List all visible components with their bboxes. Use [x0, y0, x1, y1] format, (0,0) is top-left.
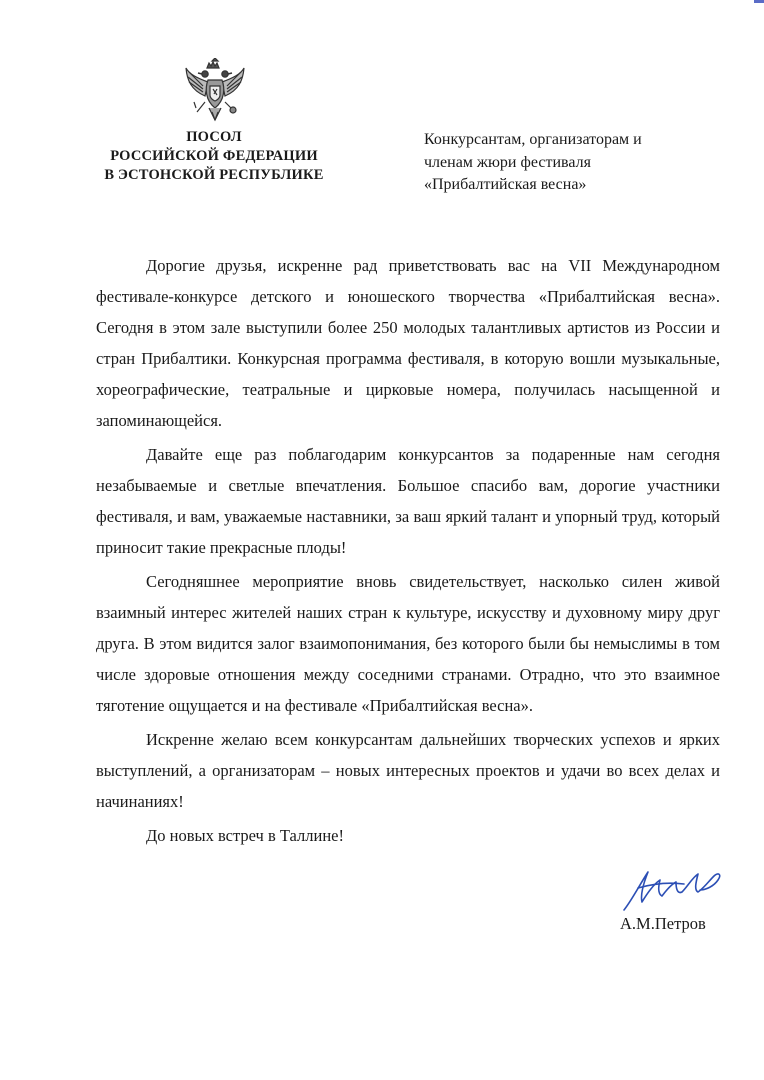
addressee-line: членам жюри фестиваля [424, 153, 591, 171]
body-paragraph: Искренне желаю всем конкурсантам дальнейших творческих успехов и ярких выступлений, а организаторам – новых интересных проектов и удачи во всех делах и начинаниях! [96, 730, 720, 811]
sender-line: ПОСОЛ [186, 129, 242, 145]
addressee-line: Конкурсантам, организаторам и [424, 131, 642, 148]
scan-edge-mark [754, 0, 764, 3]
body-paragraph: Дорогие друзья, искренне рад приветствовать вас на VII Международном фестивале-конкурсе детского и юношеского творчества «Прибалтийская весна». Сегодня в этом зале выступили более 250 молодых талантливых артистов из России и стран Прибалтики. Конкурсная программа фестиваля, в которую вошли музыкальные, хореографические, театральные и цирковые номера, получилась насыщенной и запоминающейся. [96, 256, 720, 430]
sender-line: В ЭСТОНСКОЙ РЕСПУБЛИКЕ [104, 167, 324, 183]
sender-line: РОССИЙСКОЙ ФЕДЕРАЦИИ [110, 148, 318, 164]
body-paragraph: Давайте еще раз поблагодарим конкурсантов за подаренные нам сегодня незабываемые и светлые впечатления. Большое спасибо вам, дорогие участники фестиваля, и вам, уважаемые наставники, за ваш яркий талант и упорный труд, который приносит такие прекрасные плоды! [96, 445, 720, 557]
signature-mark [618, 862, 728, 922]
addressee-block [424, 129, 744, 197]
addressee-line: «Прибалтийская весна» [424, 176, 587, 193]
coat-of-arms-icon [183, 58, 247, 128]
sender-block [95, 128, 333, 185]
letter-body [96, 250, 720, 854]
closing-line: До новых встреч в Таллине! [146, 826, 344, 845]
signer-name: А.М.Петров [620, 914, 706, 933]
body-paragraph: Сегодняшнее мероприятие вновь свидетельствует, насколько силен живой взаимный интерес жителей наших стран к культуре, искусству и духовному миру друг друга. В этом видится залог взаимопонимания, без которого были бы немыслимы в том числе здоровые отношения между соседними странами. Отрадно, что это взаимное тяготение ощущается и на фестивале «Прибалтийская весна». [96, 572, 720, 715]
